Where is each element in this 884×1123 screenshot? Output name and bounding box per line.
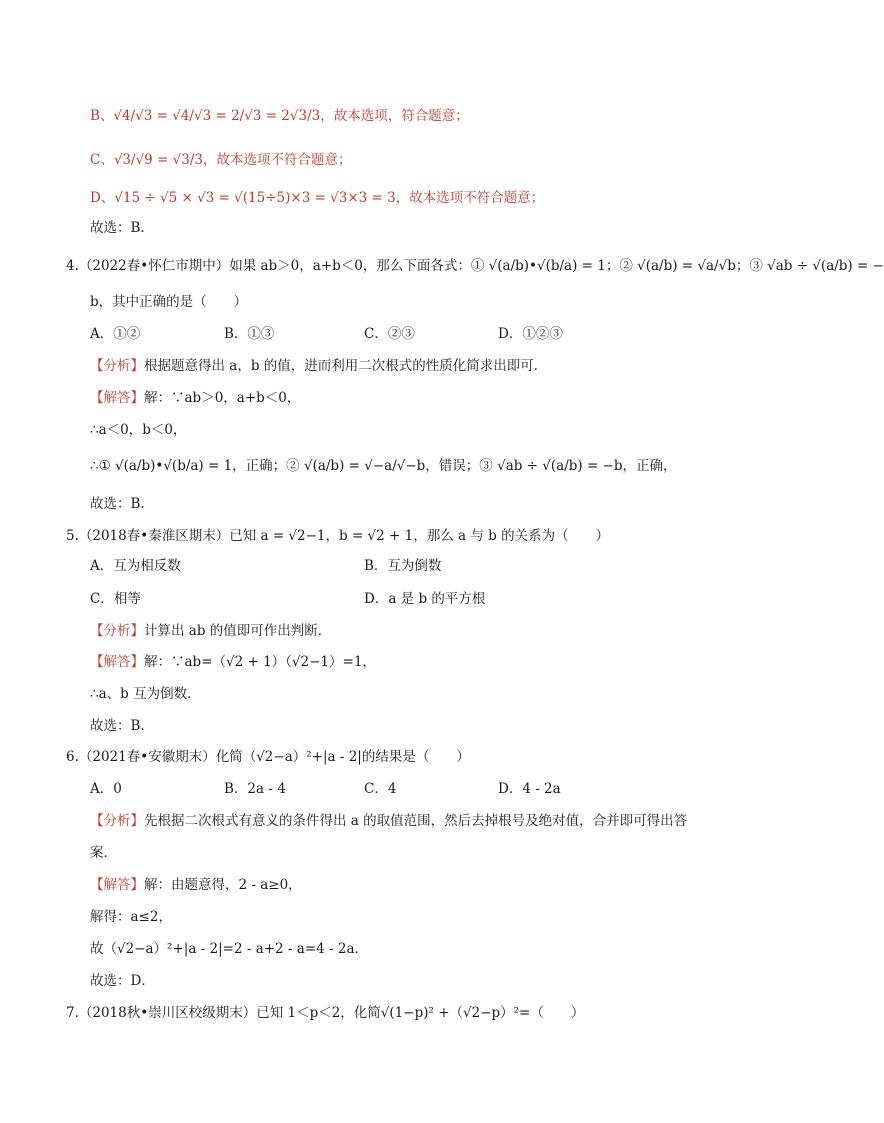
q6-analysis-2: 案． [90,845,117,861]
q5-step3: ∴a、b 互为倒数． [90,686,201,702]
q4-step3: ∴a＜0，b＜0， [90,422,187,438]
q6-option-d: D．4 - 2a [498,781,561,797]
solution-c: C、√3/√9 = √3/3，故本选项不符合题意； [90,152,352,168]
q6-step3: 解得：a≤2， [90,909,172,925]
q4-option-b: B．①③ [224,326,275,342]
q4-step4: ∴① √(a/b)•√(b/a) = 1，正确；② √(a/b) = √−a/√−b，错误；③ √ab ÷ √(a/b) = −b，正确， [90,458,677,474]
question-4-line1: 4.（2022春•怀仁市期中）如果 ab＞0，a+b＜0，那么下面各式：① √(a/b)•√(b/a) = 1；② √(a/b) = √a/√b；③ √ab ÷ √(a/b) = − [66,258,884,274]
q4-option-d: D．①②③ [498,326,563,342]
solution-d: D、√15 ÷ √5 × √3 = √(15÷5)×3 = √3×3 = 3，故本选项不符合题意； [90,190,545,206]
answer-q6: 故选：D． [90,973,155,989]
question-6: 6.（2021春•安徽期末）化简（√2−a）²+|a - 2|的结果是（ ） [66,749,470,765]
analysis-tag: 【分析】 [90,358,144,374]
answer-tag: 【解答】 [90,390,144,406]
q4-analysis: 【分析】根据题意得出 a，b 的值，进而利用二次根式的性质化简求出即可． [90,358,548,374]
q5-option-a: A．互为相反数 [90,558,181,574]
q5-answer: 【解答】解：∵ab=（√2 + 1）（√2−1）=1， [90,654,376,670]
q4-answer: 【解答】解：∵ab＞0，a+b＜0， [90,390,301,406]
q6-option-c: C．4 [364,781,397,797]
question-7: 7.（2018秋•崇川区校级期末）已知 1＜p＜2，化简√(1−p)² +（√2−p）²=（ ） [66,1005,585,1021]
solution-b: B、√4/√3 = √4/√3 = 2/√3 = 2√3/3，故本选项，符合题意； [90,108,469,124]
q6-analysis-1: 【分析】先根据二次根式有意义的条件得出 a 的取值范围，然后去掉根号及绝对值，合并即可得出答 [90,813,688,829]
q5-analysis: 【分析】计算出 ab 的值即可作出判断． [90,623,332,639]
question-4-line2: b，其中正确的是（ ） [90,294,248,310]
question-5: 5.（2018春•秦淮区期末）已知 a = √2−1，b = √2 + 1，那么 a 与 b 的关系为（ ） [66,528,610,544]
q6-step4: 故（√2−a）²+|a - 2|=2 - a+2 - a=4 - 2a． [90,941,369,957]
answer-q4: 故选：B. [90,496,145,512]
q4-option-c: C．②③ [364,326,415,342]
q5-option-b: B．互为倒数 [364,558,442,574]
q6-option-b: B．2a - 4 [224,781,286,797]
answer-q5: 故选：B. [90,718,145,734]
q6-option-a: A．0 [90,781,122,797]
q4-option-a: A．①② [90,326,141,342]
q5-option-c: C．相等 [90,591,141,607]
q5-option-d: D．a 是 b 的平方根 [364,591,486,607]
q6-answer: 【解答】解：由题意得，2 - a≥0， [90,877,302,893]
answer-q3: 故选：B. [90,220,145,236]
